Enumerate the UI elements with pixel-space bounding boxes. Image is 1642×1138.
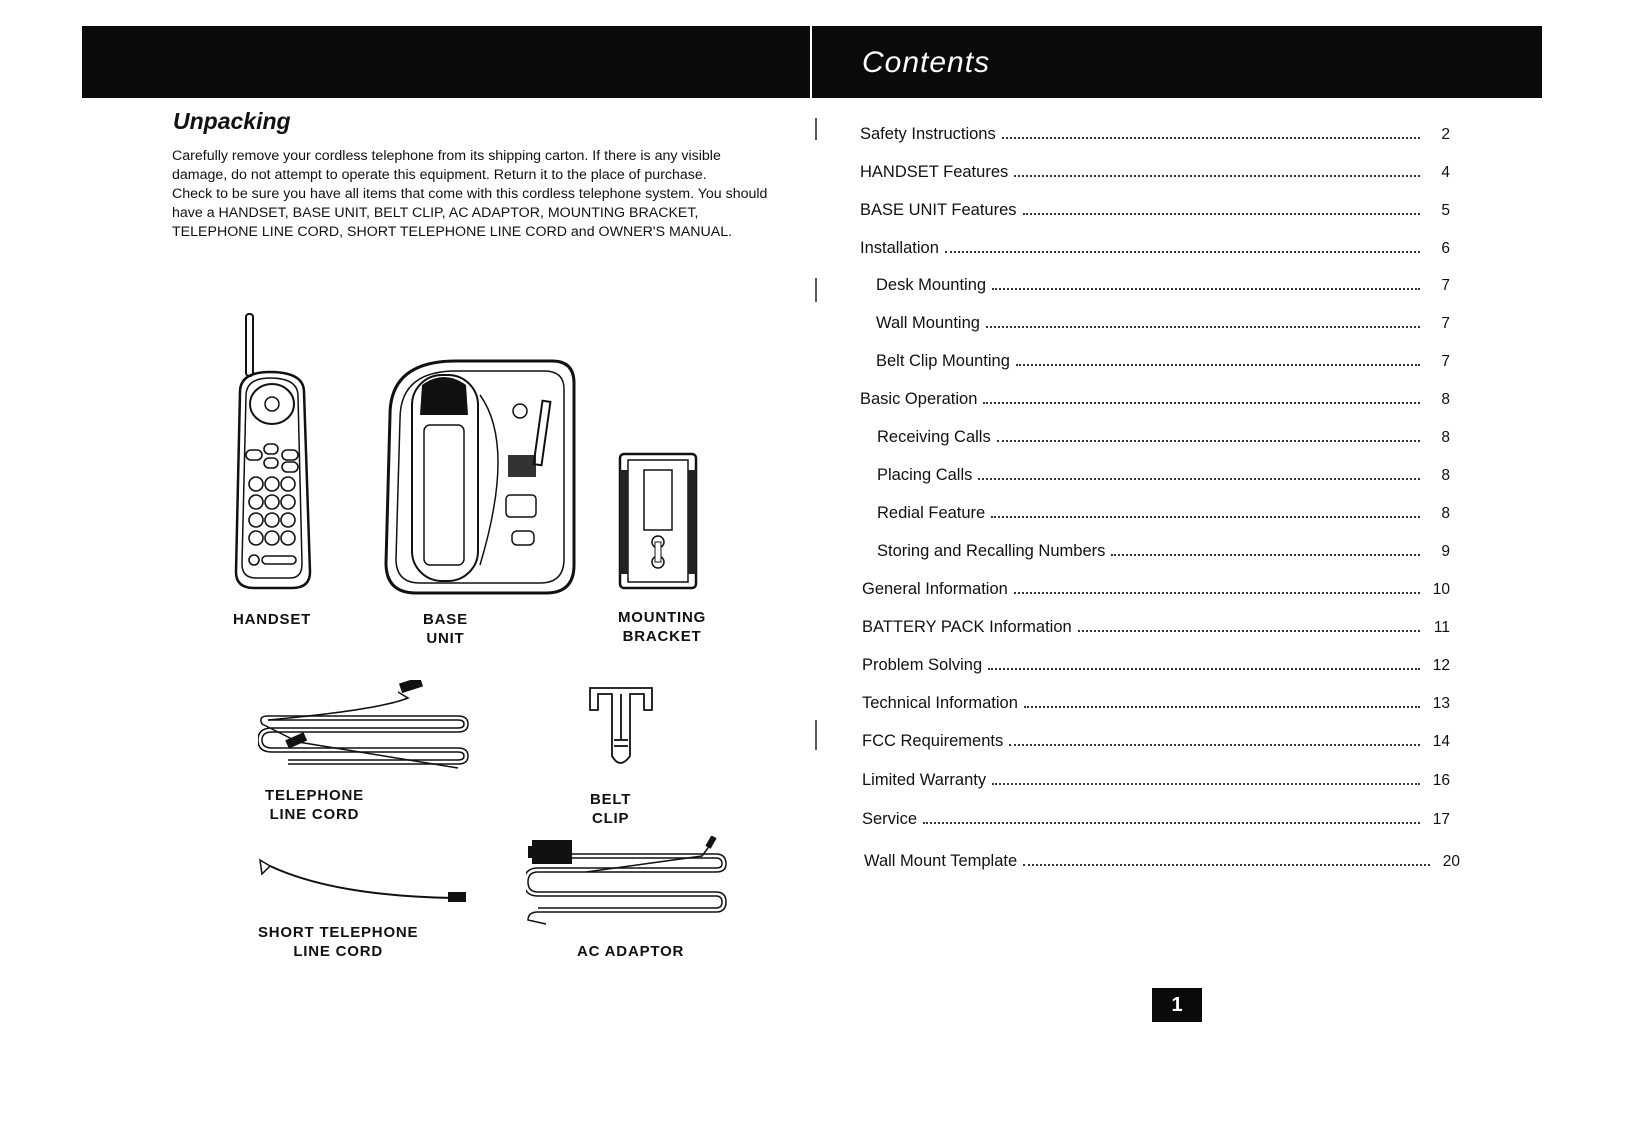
unpacking-text [172,147,772,242]
gutter-mark [815,720,817,750]
toc-entry[interactable] [876,347,1450,371]
toc-leader [945,250,1420,253]
handset-caption: HANDSET [233,611,312,628]
toc-leader [1023,212,1420,215]
mounting-bracket-illustration [616,450,700,592]
ac-adaptor-caption: AC ADAPTOR [577,943,685,960]
toc-leader [992,782,1420,785]
belt-clip-caption-line-1: BELT [590,791,632,808]
telephone-line-cord-caption [265,786,364,824]
toc-entry[interactable] [862,575,1450,599]
toc-entry-title: Belt Clip Mounting [876,352,1010,370]
toc-leader [1009,743,1420,746]
toc-entry-page: 8 [1441,429,1450,446]
intro-paragraph-1: Carefully remove your cordless telephone from its shipping carton. If there is any visible damage, do not attempt to operate this equipment. Return it to the place of purchase. [172,148,721,183]
mounting-bracket-caption-line-2: BRACKET [622,628,702,645]
toc-entry-page: 8 [1441,467,1450,484]
left-header-bar [82,26,810,98]
toc-entry[interactable] [877,499,1450,523]
toc-leader [983,401,1420,404]
toc-leader [1111,553,1420,556]
toc-entry-page: 16 [1432,772,1450,789]
toc-leader [992,287,1420,290]
toc-leader [978,477,1420,480]
toc-entry-page: 6 [1441,240,1450,257]
toc-entry[interactable] [860,385,1450,409]
toc-entry-title: General Information [862,580,1008,598]
toc-entry-title: Installation [860,239,939,257]
toc-entry-page: 7 [1441,315,1450,332]
toc-entry-page: 13 [1432,695,1450,712]
intro-paragraph-2: Check to be sure you have all items that come with this cordless telephone system. You should have a HANDSET, BASE UNIT, BELT CLIP, AC ADAPTOR, MOUNTING BRACKET, TELEPHONE LINE CORD, SHORT TELEPHONE LINE CORD and OWNER'S MANUAL. [172,186,768,240]
base-unit-caption [423,610,468,648]
toc-entry-page: 17 [1432,811,1450,828]
telephone-line-cord-caption-line-2: LINE CORD [269,806,360,823]
toc-leader [1078,629,1420,632]
toc-leader [1002,136,1420,139]
toc-entry-title: Safety Instructions [860,125,996,143]
base-unit-caption-line-1: BASE [423,611,468,628]
toc-entry-title: Technical Information [862,694,1018,712]
toc-leader [1023,863,1430,866]
toc-entry-title: Wall Mounting [876,314,980,332]
handset-illustration [232,312,314,594]
toc-entry-page: 14 [1432,733,1450,750]
belt-clip-illustration [588,686,654,772]
toc-entry-title: Wall Mount Template [864,852,1018,870]
toc-entry[interactable] [876,309,1450,333]
base-unit-illustration [376,355,576,599]
toc-entry[interactable] [860,196,1450,220]
short-line-cord-caption-line-2: LINE CORD [293,943,384,960]
toc-entry-page: 12 [1432,657,1450,674]
toc-entry[interactable] [864,847,1460,871]
toc-entry[interactable] [862,766,1450,790]
toc-entry[interactable] [860,120,1450,144]
short-telephone-line-cord-caption [258,923,418,961]
toc-entry-page: 11 [1433,619,1450,636]
toc-leader [1014,591,1420,594]
toc-leader [986,325,1420,328]
toc-entry-title: Basic Operation [860,390,978,408]
toc-entry-title: Placing Calls [877,466,973,484]
telephone-line-cord-illustration [258,680,478,776]
toc-leader [923,821,1420,824]
toc-entry[interactable] [877,537,1450,561]
toc-leader [988,667,1420,670]
unpacking-title: Unpacking [173,108,291,134]
toc-entry-page: 9 [1441,543,1450,560]
page-number: 1 [1152,988,1202,1022]
toc-entry-title: FCC Requirements [862,732,1004,750]
toc-entry[interactable] [860,158,1450,182]
toc-entry[interactable] [862,689,1450,713]
toc-entry[interactable] [860,234,1450,258]
toc-entry[interactable] [877,461,1450,485]
right-header-bar [812,26,1542,98]
toc-entry-title: Problem Solving [862,656,983,674]
toc-entry-title: HANDSET Features [860,163,1009,181]
toc-entry-title: Redial Feature [877,504,986,522]
toc-entry-page: 5 [1441,202,1450,219]
toc-entry[interactable] [862,651,1450,675]
telephone-line-cord-caption-line-1: TELEPHONE [265,787,364,804]
toc-entry-page: 10 [1432,581,1450,598]
toc-entry[interactable] [876,271,1450,295]
toc-leader [997,439,1420,442]
toc-entry-page: 7 [1441,277,1450,294]
toc-entry-title: Limited Warranty [862,771,987,789]
toc-leader [1016,363,1420,366]
toc-entry-page: 20 [1442,853,1460,870]
toc-entry-title: Storing and Recalling Numbers [877,542,1106,560]
gutter-mark [815,118,817,140]
toc-leader [991,515,1420,518]
mounting-bracket-caption [618,608,706,646]
toc-entry-page: 7 [1441,353,1450,370]
toc-entry-title: BATTERY PACK Information [862,618,1072,636]
toc-entry[interactable] [862,805,1450,829]
short-telephone-line-cord-illustration [254,856,468,910]
toc-entry-title: Desk Mounting [876,276,987,294]
toc-entry-title: Receiving Calls [877,428,991,446]
toc-entry-title: BASE UNIT Features [860,201,1017,219]
toc-entry-page: 8 [1441,391,1450,408]
toc-entry[interactable] [862,613,1450,637]
belt-clip-caption [590,790,631,828]
toc-entry-page: 2 [1441,126,1450,143]
toc-entry[interactable] [877,423,1450,447]
toc-entry-page: 8 [1441,505,1450,522]
gutter-mark [815,278,817,302]
mounting-bracket-caption-line-1: MOUNTING [618,609,707,626]
toc-leader [1024,705,1420,708]
toc-entry-title: Service [862,810,918,828]
toc-leader [1014,174,1420,177]
base-unit-caption-line-2: UNIT [426,630,465,647]
toc-entry-page: 4 [1441,164,1450,181]
belt-clip-caption-line-2: CLIP [591,810,630,827]
ac-adaptor-illustration [526,836,736,928]
short-line-cord-caption-line-1: SHORT TELEPHONE [258,924,419,941]
contents-title: Contents [862,46,991,79]
toc-entry[interactable] [862,727,1450,751]
